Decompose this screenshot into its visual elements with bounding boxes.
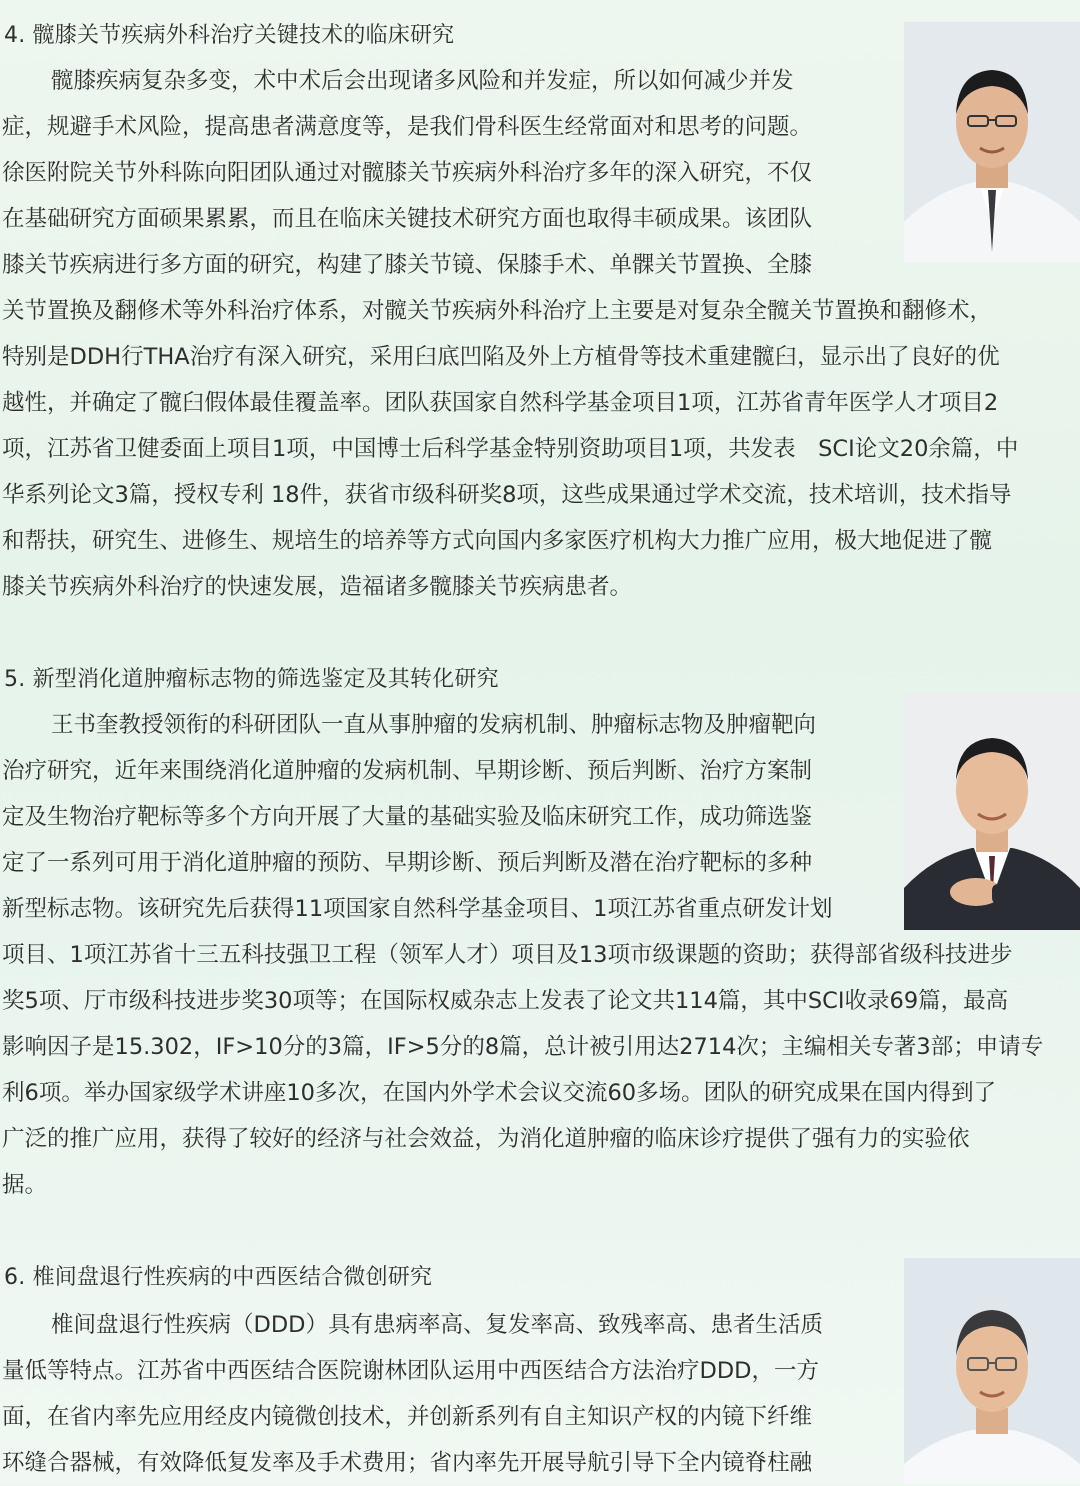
text-line: 和帮扶，研究生、进修生、规培生的培养等方式向国内多家医疗机构大力推广应用，极大地促进了髋 <box>2 528 993 554</box>
text-line: 项，江苏省卫健委面上项目1项，中国博士后科学基金特别资助项目1项，共发表 SCI论文20余篇，中 <box>2 436 1019 462</box>
section-body <box>2 702 1078 1208</box>
text-line: 徐医附院关节外科陈向阳团队通过对髋膝关节疾病外科治疗多年的深入研究，不仅 <box>2 160 813 186</box>
text-line: 定了一系列可用于消化道肿瘤的预防、早期诊断、预后判断及潜在治疗靶标的多种 <box>2 850 813 876</box>
portrait-photo <box>904 1258 1080 1484</box>
text-line: 影响因子是15.302，IF>10分的3篇，IF>5分的8篇，总计被引用达2714次；主编相关专著3部；申请专 <box>2 1034 1044 1060</box>
section-title: 4. 髋膝关节疾病外科治疗关键技术的临床研究 <box>4 23 455 48</box>
section-6 <box>0 1258 1080 1484</box>
text-line: 广泛的推广应用，获得了较好的经济与社会效益，为消化道肿瘤的临床诊疗提供了强有力的实验依 <box>2 1126 970 1152</box>
text-line: 特别是DDH行THA治疗有深入研究，采用臼底凹陷及外上方植骨等技术重建髋臼，显示出了良好的优 <box>2 344 1000 370</box>
text-line: 椎间盘退行性疾病（DDD）具有患病率高、复发率高、致残率高、患者生活质 <box>51 1312 823 1338</box>
text-line: 量低等特点。江苏省中西医结合医院谢林团队运用中西医结合方法治疗DDD，一方 <box>2 1358 819 1384</box>
text-line: 关节置换及翻修术等外科治疗体系，对髋关节疾病外科治疗上主要是对复杂全髋关节置换和翻修术， <box>2 298 993 324</box>
section-5 <box>0 660 1080 1220</box>
text-line: 在基础研究方面硕果累累，而且在临床关键技术研究方面也取得丰硕成果。该团队 <box>2 206 813 232</box>
section-title: 6. 椎间盘退行性疾病的中西医结合微创研究 <box>4 1265 433 1290</box>
section-body <box>2 1302 888 1486</box>
text-line: 华系列论文3篇，授权专利 18件，获省市级科研奖8项，这些成果通过学术交流，技术培训，技术指导 <box>2 482 1012 508</box>
text-line: 奖5项、厅市级科技进步奖30项等；在国际权威杂志上发表了论文共114篇，其中SCI收录69篇，最高 <box>2 988 1009 1014</box>
text-line: 据。 <box>2 1172 48 1198</box>
text-line: 定及生物治疗靶标等多个方向开展了大量的基础实验及临床研究工作，成功筛选鉴 <box>2 804 813 830</box>
text-line: 新型标志物。该研究先后获得11项国家自然科学基金项目、1项江苏省重点研发计划 <box>2 896 833 922</box>
text-line: 膝关节疾病外科治疗的快速发展，造福诸多髋膝关节疾病患者。 <box>2 574 633 600</box>
text-line: 王书奎教授领衔的科研团队一直从事肿瘤的发病机制、肿瘤标志物及肿瘤靶向 <box>51 712 817 738</box>
text-line: 环缝合器械，有效降低复发率及手术费用；省内率先开展导航引导下全内镜脊柱融 <box>2 1450 813 1476</box>
section-4 <box>0 0 1080 620</box>
text-line: 利6项。举办国家级学术讲座10多次，在国内外学术会议交流60多场。团队的研究成果在国内得到了 <box>2 1080 997 1106</box>
section-title: 5. 新型消化道肿瘤标志物的筛选鉴定及其转化研究 <box>4 667 499 692</box>
text-line: 膝关节疾病进行多方面的研究，构建了膝关节镜、保膝手术、单髁关节置换、全膝 <box>2 252 813 278</box>
text-line: 髋膝疾病复杂多变，术中术后会出现诸多风险和并发症，所以如何减少并发 <box>51 68 794 94</box>
text-line: 项目、1项江苏省十三五科技强卫工程（领军人才）项目及13项市级课题的资助；获得部省级科技进步 <box>2 942 1013 968</box>
text-line: 治疗研究，近年来围绕消化道肿瘤的发病机制、早期诊断、预后判断、治疗方案制 <box>2 758 813 784</box>
section-body <box>2 58 1078 610</box>
text-line: 症，规避手术风险，提高患者满意度等，是我们骨科医生经常面对和思考的问题。 <box>2 114 813 140</box>
text-line: 越性，并确定了髋臼假体最佳覆盖率。团队获国家自然科学基金项目1项，江苏省青年医学人才项目2 <box>2 390 999 416</box>
text-line: 面，在省内率先应用经皮内镜微创技术，并创新系列有自主知识产权的内镜下纤维 <box>2 1404 813 1430</box>
